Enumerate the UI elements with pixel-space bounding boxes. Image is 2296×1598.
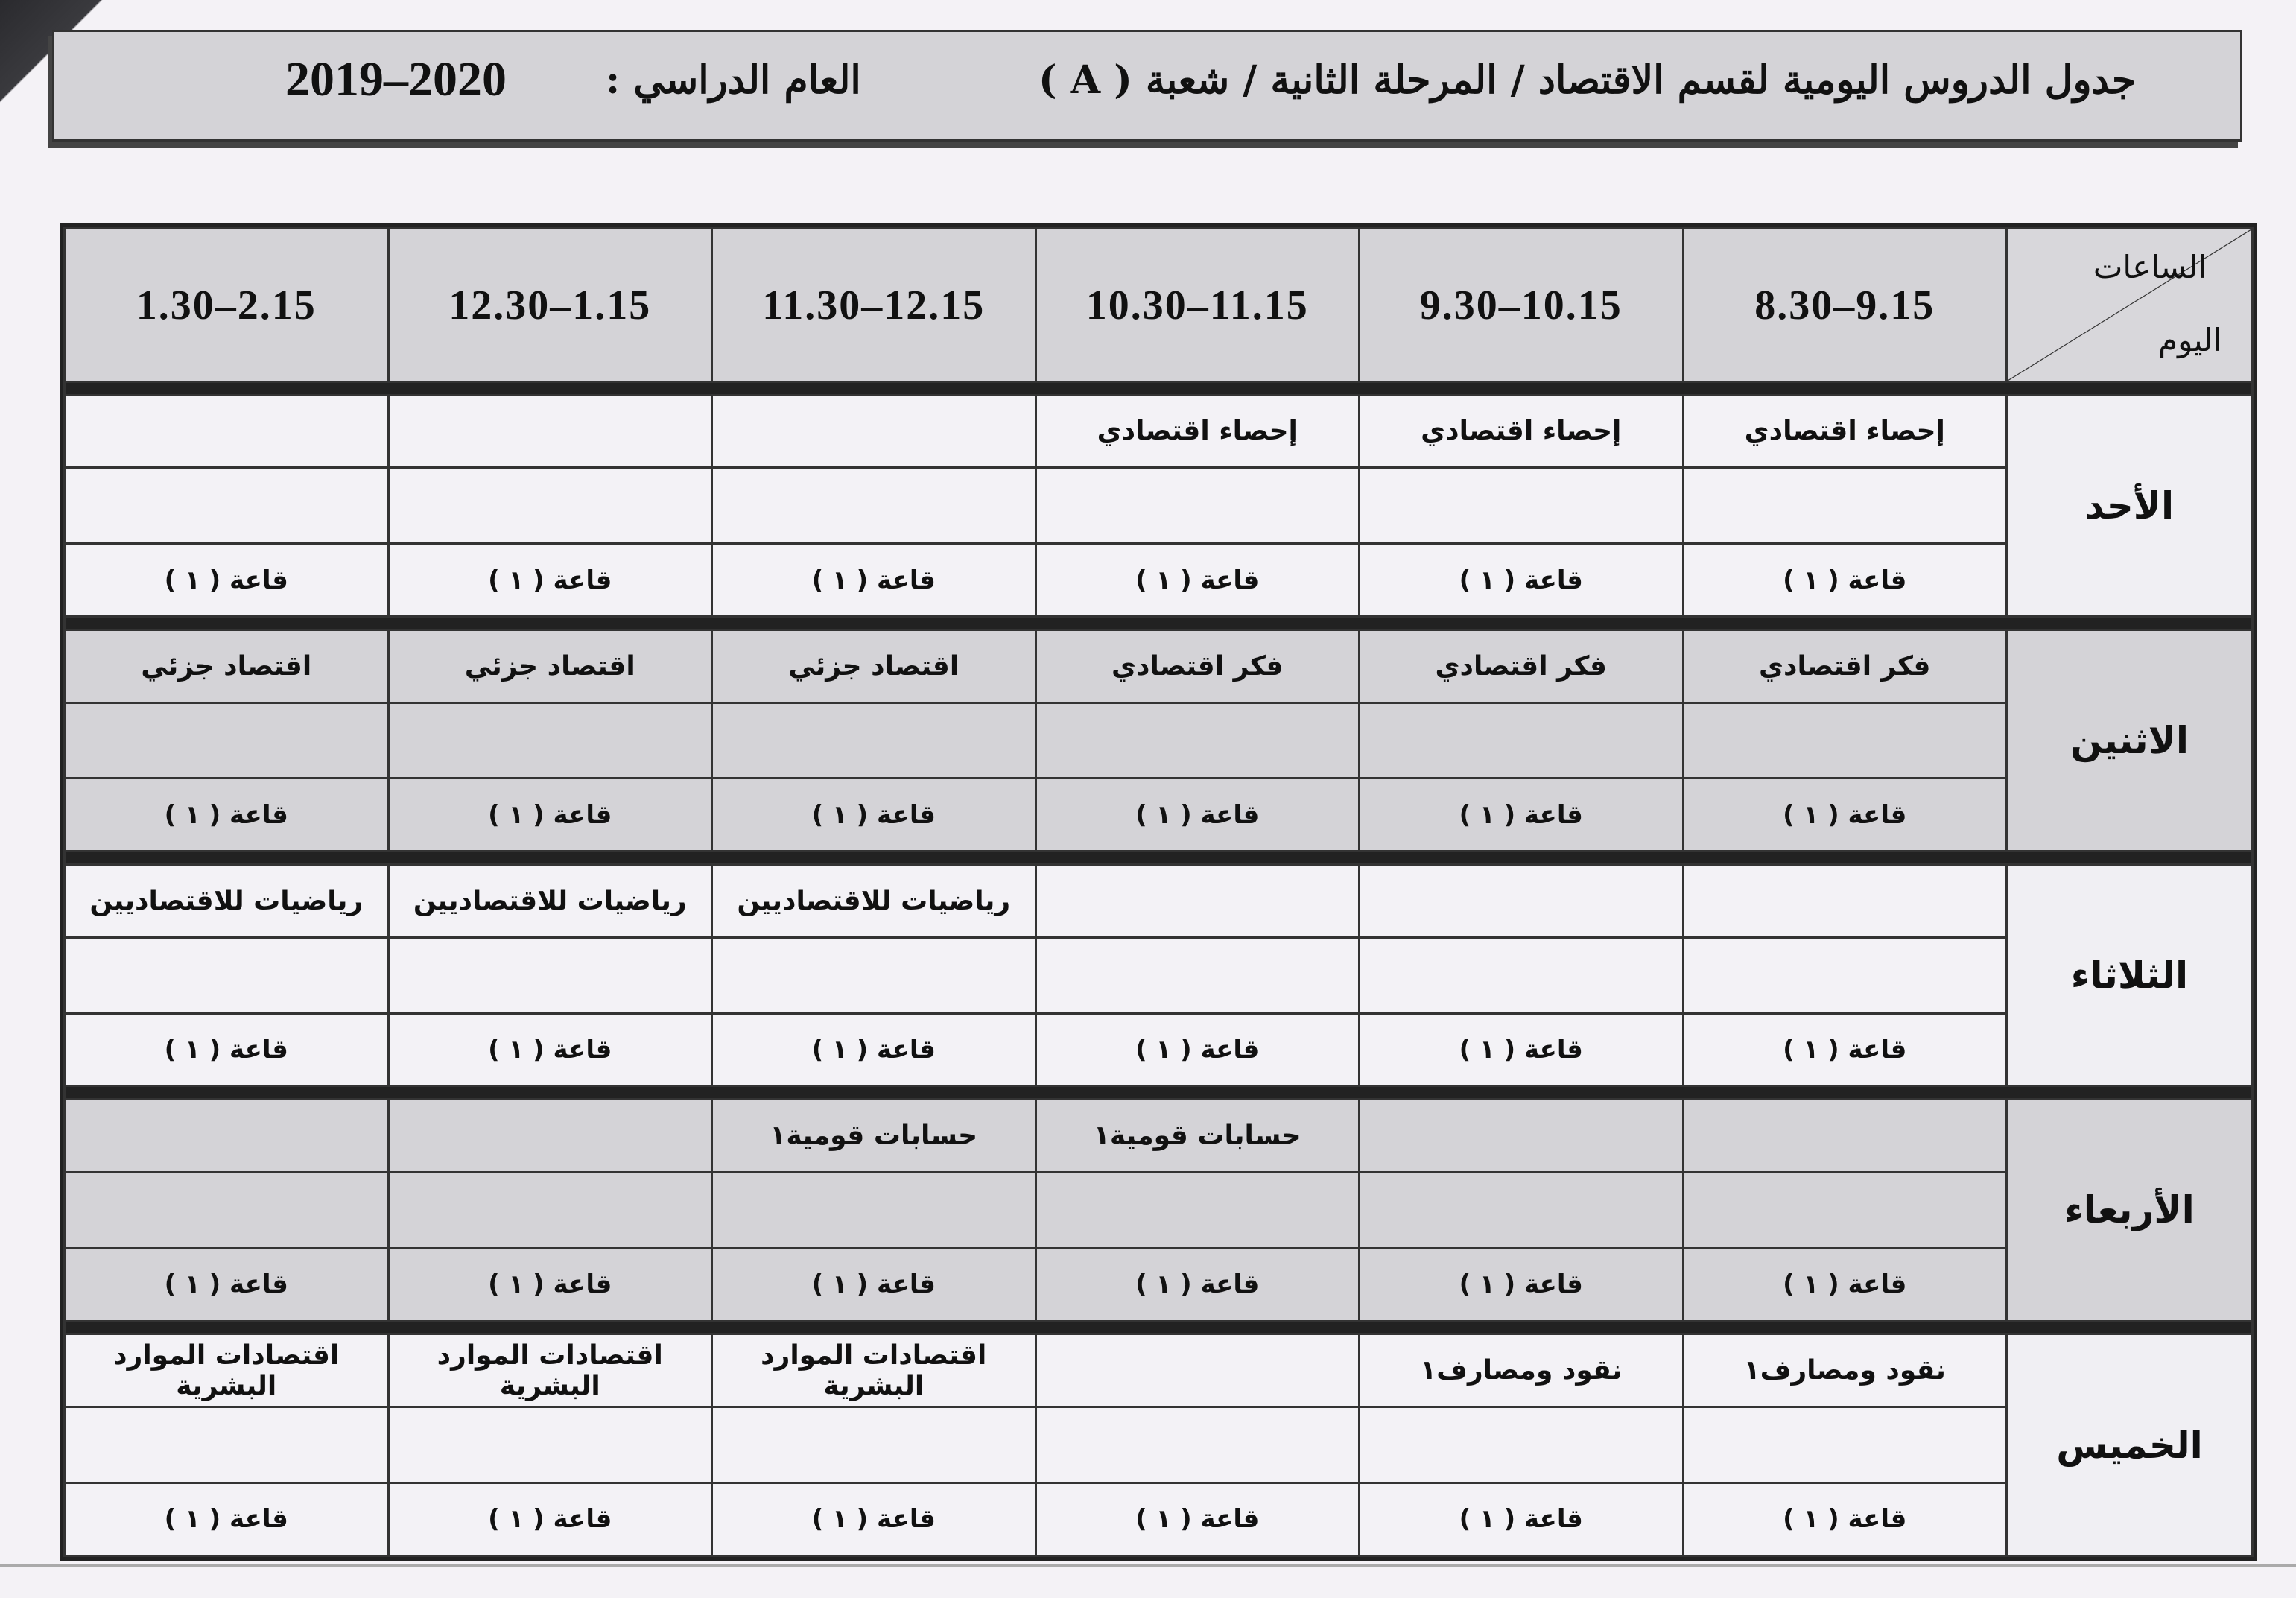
room-cell: قاعة ( ١ ) (1360, 1248, 1684, 1321)
room-row (65, 779, 2253, 852)
subject-cell (1360, 1099, 1684, 1172)
day-separator (65, 617, 2253, 630)
room-cell: قاعة ( ١ ) (712, 1248, 1036, 1321)
room-cell: قاعة ( ١ ) (1360, 1013, 1684, 1086)
subject-row (65, 1334, 2253, 1407)
subject-cell (65, 395, 389, 468)
subject-cell: اقتصادات الموارد البشرية (712, 1334, 1036, 1407)
room-cell: قاعة ( ١ ) (712, 779, 1036, 852)
empty-cell (1360, 468, 1684, 544)
subject-cell: نقود ومصارف١ (1683, 1334, 2007, 1407)
room-cell: قاعة ( ١ ) (388, 779, 712, 852)
room-cell: قاعة ( ١ ) (388, 1013, 712, 1086)
academic-year-label: العام الدراسي : (606, 57, 861, 103)
day-separator-cell (65, 617, 2253, 630)
empty-cell (388, 1407, 712, 1483)
subject-cell: رياضيات للاقتصاديين (388, 864, 712, 937)
subject-cell: فكر اقتصادي (1036, 630, 1360, 703)
room-cell: قاعة ( ١ ) (712, 1483, 1036, 1556)
empty-cell (65, 468, 389, 544)
blank-row (65, 468, 2253, 544)
subject-cell: اقتصاد جزئي (65, 630, 389, 703)
subject-cell (712, 395, 1036, 468)
schedule-table (63, 227, 2254, 1557)
empty-cell (1683, 937, 2007, 1013)
day-separator-cell (65, 1321, 2253, 1334)
subject-cell: اقتصاد جزئي (388, 630, 712, 703)
room-cell: قاعة ( ١ ) (712, 1013, 1036, 1086)
empty-cell (1683, 703, 2007, 779)
subject-cell (1360, 864, 1684, 937)
subject-cell: إحصاء اقتصادي (1683, 395, 2007, 468)
subject-cell (65, 1099, 389, 1172)
empty-cell (712, 468, 1036, 544)
subject-cell: حسابات قومية١ (712, 1099, 1036, 1172)
room-row (65, 1013, 2253, 1086)
subject-cell: اقتصادات الموارد البشرية (388, 1334, 712, 1407)
room-cell: قاعة ( ١ ) (712, 544, 1036, 617)
day-separator (65, 852, 2253, 865)
empty-cell (388, 937, 712, 1013)
room-cell: قاعة ( ١ ) (388, 1248, 712, 1321)
empty-cell (388, 468, 712, 544)
empty-cell (1036, 468, 1360, 544)
room-cell: قاعة ( ١ ) (1683, 779, 2007, 852)
blank-row (65, 937, 2253, 1013)
subject-cell: فكر اقتصادي (1360, 630, 1684, 703)
page-edge-line (0, 1564, 2296, 1567)
empty-cell (1036, 703, 1360, 779)
subject-row (65, 395, 2253, 468)
subject-cell: فكر اقتصادي (1683, 630, 2007, 703)
room-cell: قاعة ( ١ ) (65, 544, 389, 617)
empty-cell (1036, 1407, 1360, 1483)
subject-cell: رياضيات للاقتصاديين (65, 864, 389, 937)
room-cell: قاعة ( ١ ) (1036, 544, 1360, 617)
schedule-table-frame (60, 223, 2257, 1561)
empty-cell (1360, 1172, 1684, 1248)
room-cell: قاعة ( ١ ) (1036, 779, 1360, 852)
subject-cell (1036, 864, 1360, 937)
empty-cell (712, 1172, 1036, 1248)
corner-cell (2007, 229, 2253, 382)
schedule-title: جدول الدروس اليومية لقسم الاقتصاد / المرحلة الثانية / شعبة ( A ) (1038, 57, 2136, 103)
title-box (52, 30, 2242, 142)
empty-cell (1683, 468, 2007, 544)
day-name: الأحد (2007, 395, 2253, 617)
day-separator-cell (65, 852, 2253, 865)
subject-cell (1036, 1334, 1360, 1407)
room-row (65, 1483, 2253, 1556)
empty-cell (712, 937, 1036, 1013)
subject-cell: رياضيات للاقتصاديين (712, 864, 1036, 937)
empty-cell (388, 1172, 712, 1248)
room-cell: قاعة ( ١ ) (1036, 1248, 1360, 1321)
subject-cell: إحصاء اقتصادي (1036, 395, 1360, 468)
subject-row (65, 864, 2253, 937)
empty-cell (1360, 937, 1684, 1013)
day-separator (65, 382, 2253, 396)
room-cell: قاعة ( ١ ) (1360, 1483, 1684, 1556)
room-cell: قاعة ( ١ ) (1683, 1248, 2007, 1321)
room-cell: قاعة ( ١ ) (1683, 544, 2007, 617)
subject-cell (388, 395, 712, 468)
time-slot-4: 12.15–11.30 (712, 229, 1036, 382)
room-cell: قاعة ( ١ ) (65, 779, 389, 852)
header-row (65, 229, 2253, 382)
empty-cell (1036, 937, 1360, 1013)
time-slot-3: 11.15–10.30 (1036, 229, 1360, 382)
day-name: الأربعاء (2007, 1099, 2253, 1321)
subject-cell: اقتصاد جزئي (712, 630, 1036, 703)
room-cell: قاعة ( ١ ) (1683, 1013, 2007, 1086)
day-separator-cell (65, 382, 2253, 396)
room-row (65, 544, 2253, 617)
room-cell: قاعة ( ١ ) (388, 1483, 712, 1556)
empty-cell (712, 703, 1036, 779)
room-cell: قاعة ( ١ ) (65, 1248, 389, 1321)
empty-cell (1683, 1172, 2007, 1248)
subject-cell (1683, 1099, 2007, 1172)
room-cell: قاعة ( ١ ) (1036, 1483, 1360, 1556)
room-row (65, 1248, 2253, 1321)
academic-year: 2019–2020 (285, 52, 507, 107)
day-name: الاثنين (2007, 630, 2253, 852)
blank-row (65, 1172, 2253, 1248)
room-cell: قاعة ( ١ ) (65, 1013, 389, 1086)
empty-cell (1683, 1407, 2007, 1483)
time-slot-2: 10.15–9.30 (1360, 229, 1684, 382)
subject-cell: إحصاء اقتصادي (1360, 395, 1684, 468)
day-separator-cell (65, 1086, 2253, 1100)
blank-row (65, 703, 2253, 779)
subject-cell: حسابات قومية١ (1036, 1099, 1360, 1172)
day-name: الثلاثاء (2007, 864, 2253, 1086)
empty-cell (1036, 1172, 1360, 1248)
subject-cell: نقود ومصارف١ (1360, 1334, 1684, 1407)
room-cell: قاعة ( ١ ) (1036, 1013, 1360, 1086)
hours-label: الساعات (2093, 249, 2207, 285)
room-cell: قاعة ( ١ ) (388, 544, 712, 617)
room-cell: قاعة ( ١ ) (1360, 779, 1684, 852)
empty-cell (388, 703, 712, 779)
room-cell: قاعة ( ١ ) (65, 1483, 389, 1556)
day-separator (65, 1086, 2253, 1100)
empty-cell (65, 937, 389, 1013)
empty-cell (1360, 1407, 1684, 1483)
time-slot-1: 9.15–8.30 (1683, 229, 2007, 382)
empty-cell (712, 1407, 1036, 1483)
subject-cell: اقتصادات الموارد البشرية (65, 1334, 389, 1407)
empty-cell (1360, 703, 1684, 779)
empty-cell (65, 1407, 389, 1483)
time-slot-5: 1.15–12.30 (388, 229, 712, 382)
subject-cell (388, 1099, 712, 1172)
subject-cell (1683, 864, 2007, 937)
day-label: اليوم (2158, 322, 2222, 358)
room-cell: قاعة ( ١ ) (1360, 544, 1684, 617)
blank-row (65, 1407, 2253, 1483)
day-name: الخميس (2007, 1334, 2253, 1556)
empty-cell (65, 703, 389, 779)
day-separator (65, 1321, 2253, 1334)
time-slot-6: 2.15–1.30 (65, 229, 389, 382)
room-cell: قاعة ( ١ ) (1683, 1483, 2007, 1556)
subject-row (65, 630, 2253, 703)
empty-cell (65, 1172, 389, 1248)
subject-row (65, 1099, 2253, 1172)
